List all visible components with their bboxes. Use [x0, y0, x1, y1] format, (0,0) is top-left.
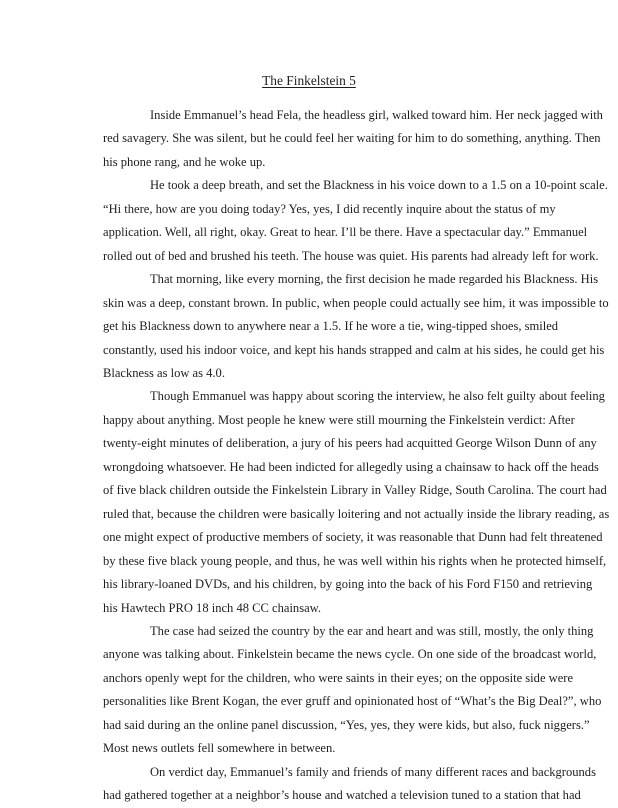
text-line: his phone rang, and he woke up. [103, 154, 266, 169]
paragraph [103, 761, 596, 808]
text-line: Most news outlets fell somewhere in between. [103, 741, 336, 756]
text-line: happy about anything. Most people he knew were still mourning the Finkelstein verdict: After [103, 412, 575, 427]
text-line: ruled that, because the children were basically loitering and not actually inside the library reading, as [103, 506, 610, 521]
text-line: The case had seized the country by the ear and heart and was still, mostly, the only thing [150, 623, 594, 638]
page-title: The Finkelstein 5 [262, 73, 356, 88]
text-line: had gathered together at a neighbor’s house and watched a television tuned to a station that had [103, 788, 581, 803]
text-line: one might expect of productive members of society, it was reasonable that Dunn had felt threatened [103, 530, 603, 545]
text-line: On verdict day, Emmanuel’s family and friends of many different races and backgrounds [150, 764, 596, 779]
text-line: He took a deep breath, and set the Blackness in his voice down to a 1.5 on a 10-point scale. [150, 178, 608, 193]
paragraph [103, 385, 610, 620]
paragraph [103, 268, 609, 385]
text-line: of five black children outside the Finkelstein Library in Valley Ridge, South Carolina. The court had [103, 483, 607, 498]
text-line: red savagery. She was silent, but he could feel her waiting for him to do something, anything. Then [103, 131, 601, 146]
paragraph [103, 174, 608, 268]
text-line: twenty-eight minutes of deliberation, a jury of his peers had acquitted George Wilson Dunn of any [103, 436, 597, 451]
text-line: anchors openly wept for the children, who were saints in their eyes; on the opposite side were [103, 670, 574, 685]
text-line: Though Emmanuel was happy about scoring the interview, he also felt guilty about feeling [150, 389, 605, 404]
text-line: anyone was talking about. Finkelstein became the news cycle. On one side of the broadcast world, [103, 647, 597, 662]
text-line: Blackness as low as 4.0. [103, 365, 225, 380]
text-line: constantly, used his indoor voice, and kept his hands strapped and calm at his sides, he could get his [103, 342, 605, 357]
text-line: his Hawtech PRO 18 inch 48 CC chainsaw. [103, 600, 322, 615]
text-line: “Hi there, how are you doing today? Yes, yes, I did recently inquire about the status of my [103, 201, 556, 216]
text-line: had said during an the online panel discussion, “Yes, yes, they were kids, but also, fuck niggers.” [103, 717, 590, 732]
text-line: Inside Emmanuel’s head Fela, the headless girl, walked toward him. Her neck jagged with [150, 108, 603, 122]
text-line: his library-loaned DVDs, and his children, by going into the back of his Ford F150 and retrieving [103, 577, 593, 592]
text-line: personalities like Brent Kogan, the ever gruff and opinionated host of “What’s the Big Deal?”, who [103, 694, 602, 709]
text-line: skin was a deep, constant brown. In public, when people could actually see him, it was impossible to [103, 295, 609, 310]
text-line: get his Blackness down to anywhere near a 1.5. If he wore a tie, wing-tipped shoes, smiled [103, 319, 559, 334]
paragraph [103, 104, 603, 174]
text-line: wrongdoing whatsoever. He had been indicted for allegedly using a chainsaw to hack off the heads [103, 459, 599, 474]
paragraph [103, 620, 602, 761]
text-line: That morning, like every morning, the first decision he made regarded his Blackness. His [150, 272, 599, 287]
text-line: application. Well, all right, okay. Great to hear. I’ll be there. Have a spectacular day.” Emmanuel [103, 225, 588, 240]
body-text [103, 104, 610, 808]
text-line: by these five black young people, and thus, he was well within his rights when he protected himself, [103, 553, 607, 568]
text-line: rolled out of bed and brushed his teeth. The house was quiet. His parents had already left for work. [103, 248, 599, 263]
